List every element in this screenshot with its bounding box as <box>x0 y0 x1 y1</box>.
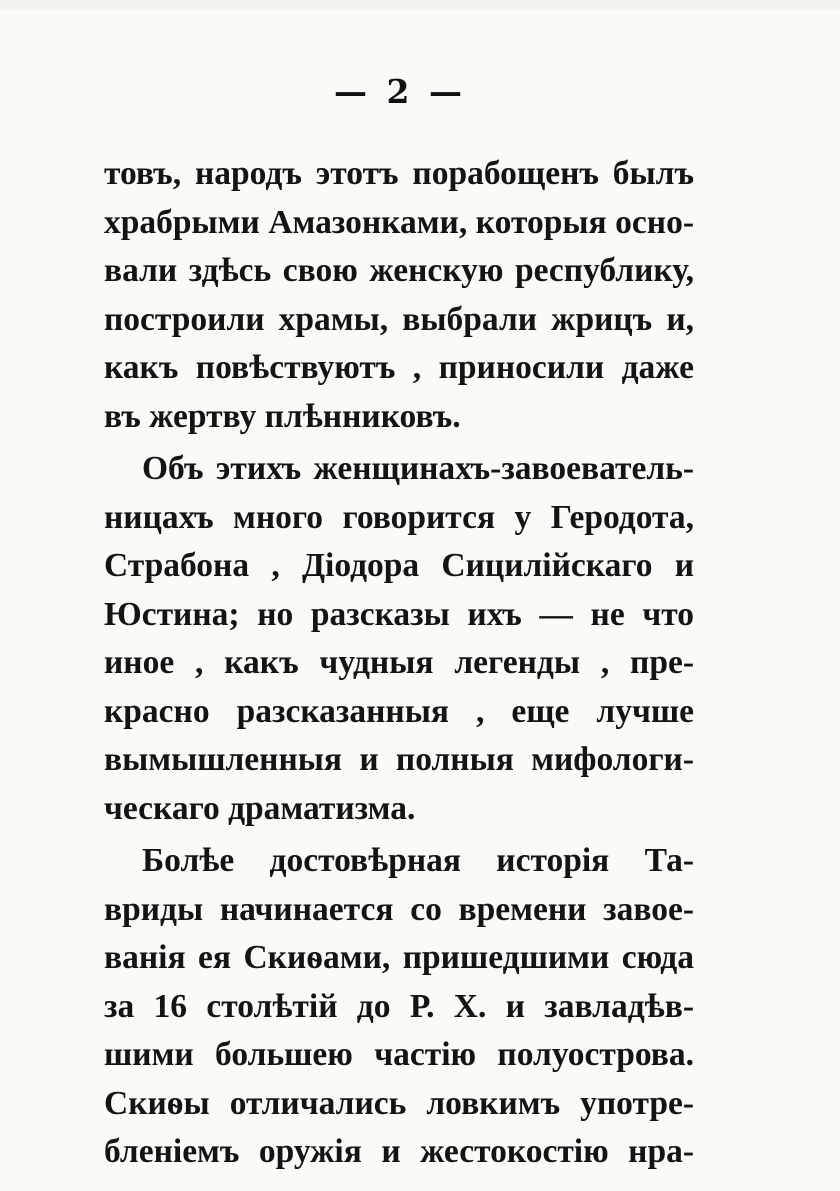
text-line: ческаго драматизма. <box>104 789 416 827</box>
text-line: Страбона , Діодора Сицилійскаго и <box>104 547 694 584</box>
text-line: ванія ея Скиѳами, пришедшими сюда <box>104 939 694 976</box>
text-line: Скиѳы отличались ловкимъ употре- <box>104 1084 694 1122</box>
text-line: Болѣе достовѣрная исторія Та- <box>142 842 694 879</box>
text-line: вымышленныя и полныя мифологи- <box>104 741 694 778</box>
text-line: вали здѣсь свою женскую республику, <box>104 252 694 289</box>
text-line: бленіемъ оружія и жестокостію нра- <box>104 1133 694 1170</box>
paragraph <box>104 445 694 833</box>
text-line: Юстина; но разсказы ихъ — не что <box>104 595 694 633</box>
text-line: построили храмы, выбрали жрицъ и, <box>104 300 694 338</box>
text-line: шими большею частію полуострова. <box>104 1036 694 1073</box>
text-line: иное , какъ чудныя легенды , пре- <box>104 644 694 681</box>
text-line: красно разсказанныя , еще лучше <box>104 692 694 730</box>
text-line: Объ этихъ женщинахъ-завоеватель- <box>142 450 694 487</box>
text-line: ницахъ много говорится у Геродота, <box>104 498 694 536</box>
page-body-text <box>104 150 694 1177</box>
paragraph <box>104 150 694 441</box>
text-line: товъ, народъ этотъ порабощенъ былъ <box>104 155 694 192</box>
text-line: за 16 столѣтій до Р. Х. и завладѣв- <box>104 987 694 1025</box>
text-line: въ жертву плѣнниковъ. <box>104 397 461 435</box>
text-line: какъ повѣствуютъ , приносили даже <box>104 349 694 386</box>
text-line: вриды начинается со времени завое- <box>104 890 694 928</box>
text-line: храбрыми Амазонками, которыя осно- <box>104 203 694 241</box>
paragraph <box>104 837 694 1177</box>
page-number: — 2 — <box>334 72 466 111</box>
